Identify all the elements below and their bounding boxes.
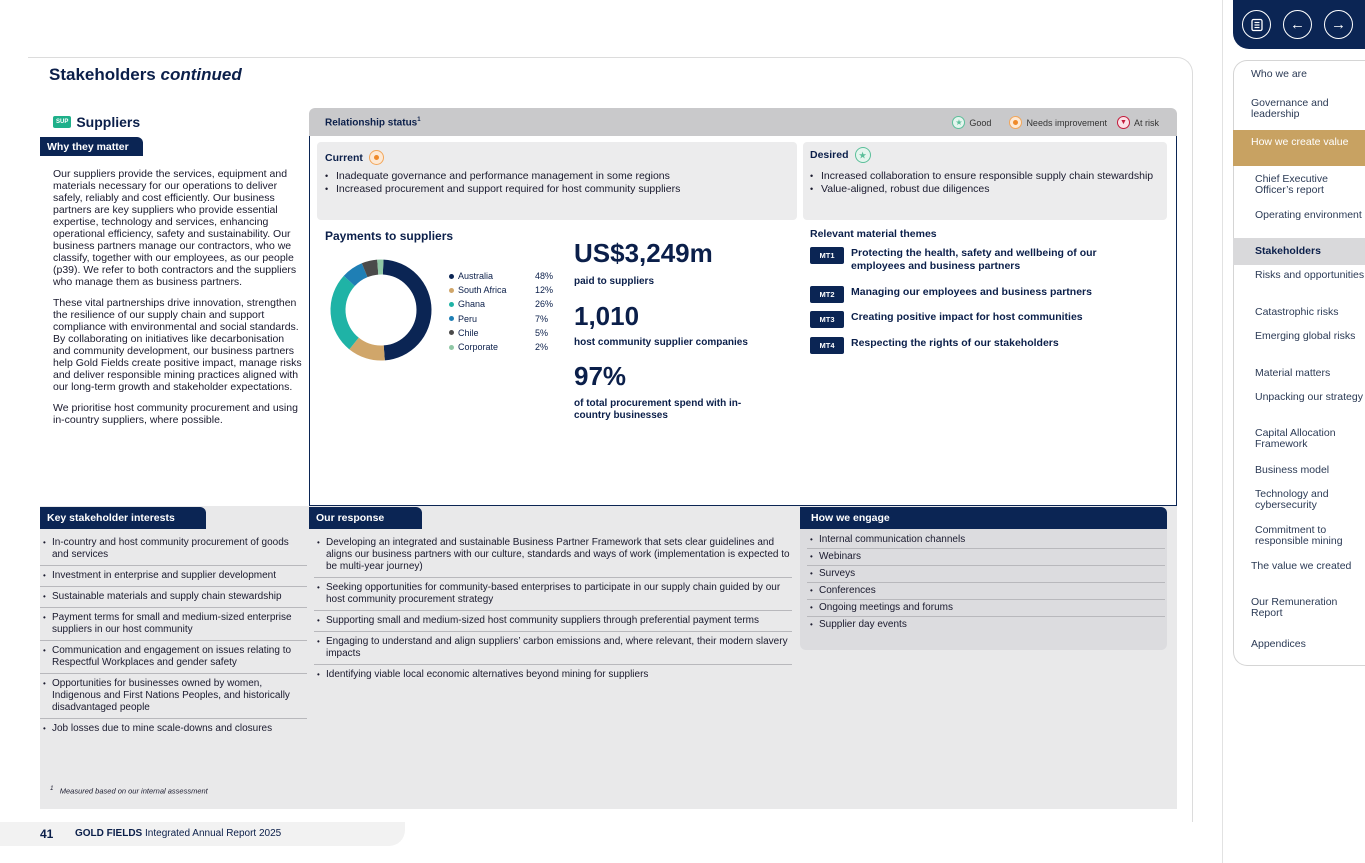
nav-item-our-remuneration-report[interactable]: Our Remuneration Report [1251, 596, 1338, 619]
interest-item: • Communication and engagement on issues relating to Respectful Workplaces and gender safety [40, 641, 307, 674]
nav-item-governance-and-leadership[interactable]: Governance and leadership [1251, 97, 1329, 120]
stat-paid-value: US$3,249m [574, 238, 713, 268]
forward-button[interactable] [1324, 10, 1353, 39]
how-we-engage-tab: How we engage [800, 507, 1167, 529]
footer-brand: GOLD FIELDS Integrated Annual Report 2025 [75, 828, 282, 839]
legend-good: Good [969, 117, 992, 128]
why-paragraph-1: Our suppliers provide the services, equipment and materials necessary for our operations to deliver safely, reliably and cost efficiently. Our business partners are key suppliers who provide essential expertise, technology and services, enhancing operational efficiency, safety and sustainability. Our business partners manage our contractors, who we classify, together with our employees, as our people (p39). We refer to both contractors and the suppliers who manage them as business partners. [53, 168, 297, 288]
interest-item: • Sustainable materials and supply chain stewardship [40, 587, 307, 608]
theme-text: Respecting the rights of our stakeholders [851, 337, 1059, 349]
why-paragraph-2: These vital partnerships drive innovation, strengthen the resilience of our supply chain and support compliance with environmental and social standards. By collaborating on initiatives like decarbonisation and community development, our business partners help Gold Fields create positive impact, manage risks and deliver responsible mining practices aligned with our long-term growth and stakeholder expectations. [53, 297, 302, 393]
our-response-list [314, 533, 792, 685]
legend-country: South Africa [458, 285, 507, 296]
nav-item-unpacking-our-strategy[interactable]: Unpacking our strategy [1255, 391, 1363, 403]
legend-entry [449, 340, 553, 354]
nav-item-how-we-create-value[interactable]: How we create value [1233, 130, 1365, 166]
desired-list [810, 170, 1155, 196]
suppliers-title: Suppliers [76, 114, 141, 130]
legend-country: Ghana [458, 299, 486, 310]
material-theme-row [810, 247, 1141, 273]
material-theme-row [810, 311, 1141, 328]
response-item: • Engaging to understand and align suppliers’ carbon emissions and, where relevant, their modern slavery impacts [314, 632, 792, 665]
interest-item: • Payment terms for small and medium-sized enterprise suppliers in our host community [40, 608, 307, 641]
page-title: Stakeholders continued [49, 65, 242, 84]
interest-item: • Job losses due to mine scale-downs and closures [40, 719, 307, 739]
stat-spend-label: of total procurement spend with in-country businesses [574, 398, 742, 421]
legend-percent: 2% [535, 342, 549, 353]
theme-text: Creating positive impact for host communities [851, 311, 1083, 323]
nav-item-material-matters[interactable]: Material matters [1255, 367, 1331, 379]
engage-item: • Conferences [807, 583, 1165, 600]
interest-item: • Opportunities for businesses owned by women, Indigenous and First Nations Peoples, and historically disadvantaged people [40, 674, 307, 719]
key-interests-list [40, 533, 307, 739]
legend-percent: 12% [535, 285, 554, 296]
nav-item-commitment-to-responsible-mining[interactable]: Commitment to responsible mining [1255, 524, 1343, 547]
nav-item-business-model[interactable]: Business model [1255, 464, 1330, 476]
legend-dot [449, 345, 454, 350]
back-button[interactable] [1283, 10, 1312, 39]
our-response-tab: Our response [309, 507, 422, 529]
menu-icon [1250, 18, 1264, 32]
legend-percent: 26% [535, 299, 554, 310]
legend-dot [449, 330, 454, 335]
legend-entry [449, 269, 553, 283]
response-item: • Supporting small and medium-sized host community suppliers through preferential payment terms [314, 611, 792, 632]
engage-item: • Supplier day events [807, 617, 1165, 633]
nav-item-technology-and-cybersecurity[interactable]: Technology and cybersecurity [1255, 488, 1329, 511]
page-footer [0, 822, 405, 846]
status-legend [952, 116, 1159, 129]
relationship-status-label: Relationship status$^1$ [325, 117, 421, 129]
desired-heading: Desired ★ [810, 147, 871, 163]
good-star-icon: ★ [855, 147, 871, 163]
donut-slice-australia [383, 267, 424, 353]
why-they-matter-text [53, 168, 303, 435]
theme-text: Managing our employees and business partners [851, 286, 1092, 298]
legend-percent: 5% [535, 327, 549, 338]
response-item: • Seeking opportunities for community-based enterprises to participate in our supply chain guided by our host community procurement strategy [314, 578, 792, 611]
how-we-engage-list [807, 532, 1165, 633]
response-item: • Identifying viable local economic alternatives beyond mining for suppliers [314, 665, 792, 685]
good-star-icon: ★ [952, 116, 965, 129]
stat-suppliers-value: 1,010 [574, 301, 640, 331]
material-theme-row [810, 286, 1141, 303]
why-they-matter-tab: Why they matter [40, 137, 143, 156]
theme-code: MT3 [810, 311, 844, 328]
engage-item: • Ongoing meetings and forums [807, 600, 1165, 617]
legend-country: Chile [458, 327, 479, 338]
nav-item-the-value-we-created[interactable]: The value we created [1251, 560, 1352, 572]
theme-code: MT4 [810, 337, 844, 354]
key-interests-tab: Key stakeholder interests [40, 507, 206, 529]
donut-slice-ghana [338, 281, 354, 344]
footnote: $^1$ Measured based on our internal assessment [50, 785, 208, 796]
theme-code: MT1 [810, 247, 844, 264]
nav-item-emerging-global-risks[interactable]: Emerging global risks [1255, 330, 1356, 342]
legend-entry [449, 297, 553, 311]
payments-title: Payments to suppliers [325, 229, 454, 243]
page-number: 41 [40, 827, 54, 841]
engage-item: • Surveys [807, 566, 1165, 583]
legend-entry [449, 283, 553, 297]
sup-badge: SUP [53, 116, 71, 128]
donut-slice-chile [365, 267, 378, 270]
nav-toolbar [1233, 0, 1365, 49]
nav-item-operating-environment[interactable]: Operating environment [1255, 209, 1362, 221]
nav-item-who-we-are[interactable]: Who we are [1251, 68, 1308, 80]
interest-item: • In-country and host community procurement of goods and services [40, 533, 307, 566]
donut-slice-peru [349, 270, 364, 281]
nav-item-stakeholders[interactable]: Stakeholders [1233, 238, 1365, 265]
legend-country: Corporate [458, 342, 499, 353]
current-heading: Current [325, 150, 384, 165]
legend-needs-improvement: Needs improvement [1026, 117, 1107, 128]
arrow-left-icon: ← [1290, 16, 1305, 33]
legend-dot [449, 302, 454, 307]
legend-entry [449, 312, 553, 326]
current-list [325, 170, 785, 196]
stat-paid-label: paid to suppliers [574, 276, 655, 287]
theme-code: MT2 [810, 286, 844, 303]
nav-item-chief-executive-officer-s-report[interactable]: Chief Executive Officer’s report [1255, 173, 1328, 196]
nav-divider [1222, 0, 1223, 863]
engage-item: • Webinars [807, 549, 1165, 566]
legend-dot [449, 288, 454, 293]
stat-suppliers-label: host community supplier companies [574, 337, 748, 348]
why-paragraph-3: We prioritise host community procurement and using in-country suppliers, where possible. [53, 402, 298, 426]
legend-percent: 7% [535, 313, 549, 324]
nav-item-capital-allocation-framework[interactable]: Capital Allocation Framework [1255, 427, 1336, 450]
response-item: • Developing an integrated and sustainable Business Partner Framework that sets clear guidelines and aligns our business partners with our culture, standards and ways of work (implementation is expected to be multi-year journey) [314, 533, 792, 578]
legend-at-risk: At risk [1133, 117, 1159, 128]
legend-dot [449, 274, 454, 279]
legend-entry [449, 326, 553, 340]
current-item: • Inadequate governance and performance management in some regions [325, 170, 785, 183]
relationship-status-header [309, 108, 1177, 136]
material-theme-row [810, 337, 1141, 354]
at-risk-icon: ▼ [1117, 116, 1130, 129]
current-item: • Increased procurement and support required for host community suppliers [325, 183, 785, 196]
nav-item-risks-and-opportunities[interactable]: Risks and opportunities [1255, 269, 1365, 281]
theme-text: Protecting the health, safety and wellbeing of our employees and business partners [851, 247, 1097, 272]
arrow-right-icon: → [1331, 16, 1346, 33]
desired-item: • Value-aligned, robust due diligences [810, 183, 1155, 196]
needs-improvement-icon [1009, 116, 1022, 129]
legend-country: Australia [458, 271, 494, 282]
suppliers-heading [53, 114, 140, 130]
menu-button[interactable] [1242, 10, 1271, 39]
legend-percent: 48% [535, 271, 554, 282]
nav-item-catastrophic-risks[interactable]: Catastrophic risks [1255, 306, 1339, 318]
interest-item: • Investment in enterprise and supplier development [40, 566, 307, 587]
payments-legend [449, 269, 553, 354]
needs-improvement-icon [369, 150, 384, 165]
payments-donut-chart [329, 258, 433, 362]
legend-dot [449, 316, 454, 321]
donut-slice-south-africa [354, 343, 384, 353]
legend-country: Peru [458, 313, 478, 324]
stat-spend-value: 97% [574, 361, 627, 391]
desired-item: • Increased collaboration to ensure responsible supply chain stewardship [810, 170, 1155, 183]
nav-item-appendices[interactable]: Appendices [1251, 638, 1306, 650]
material-themes-title: Relevant material themes [810, 228, 937, 240]
engage-item: • Internal communication channels [807, 532, 1165, 549]
